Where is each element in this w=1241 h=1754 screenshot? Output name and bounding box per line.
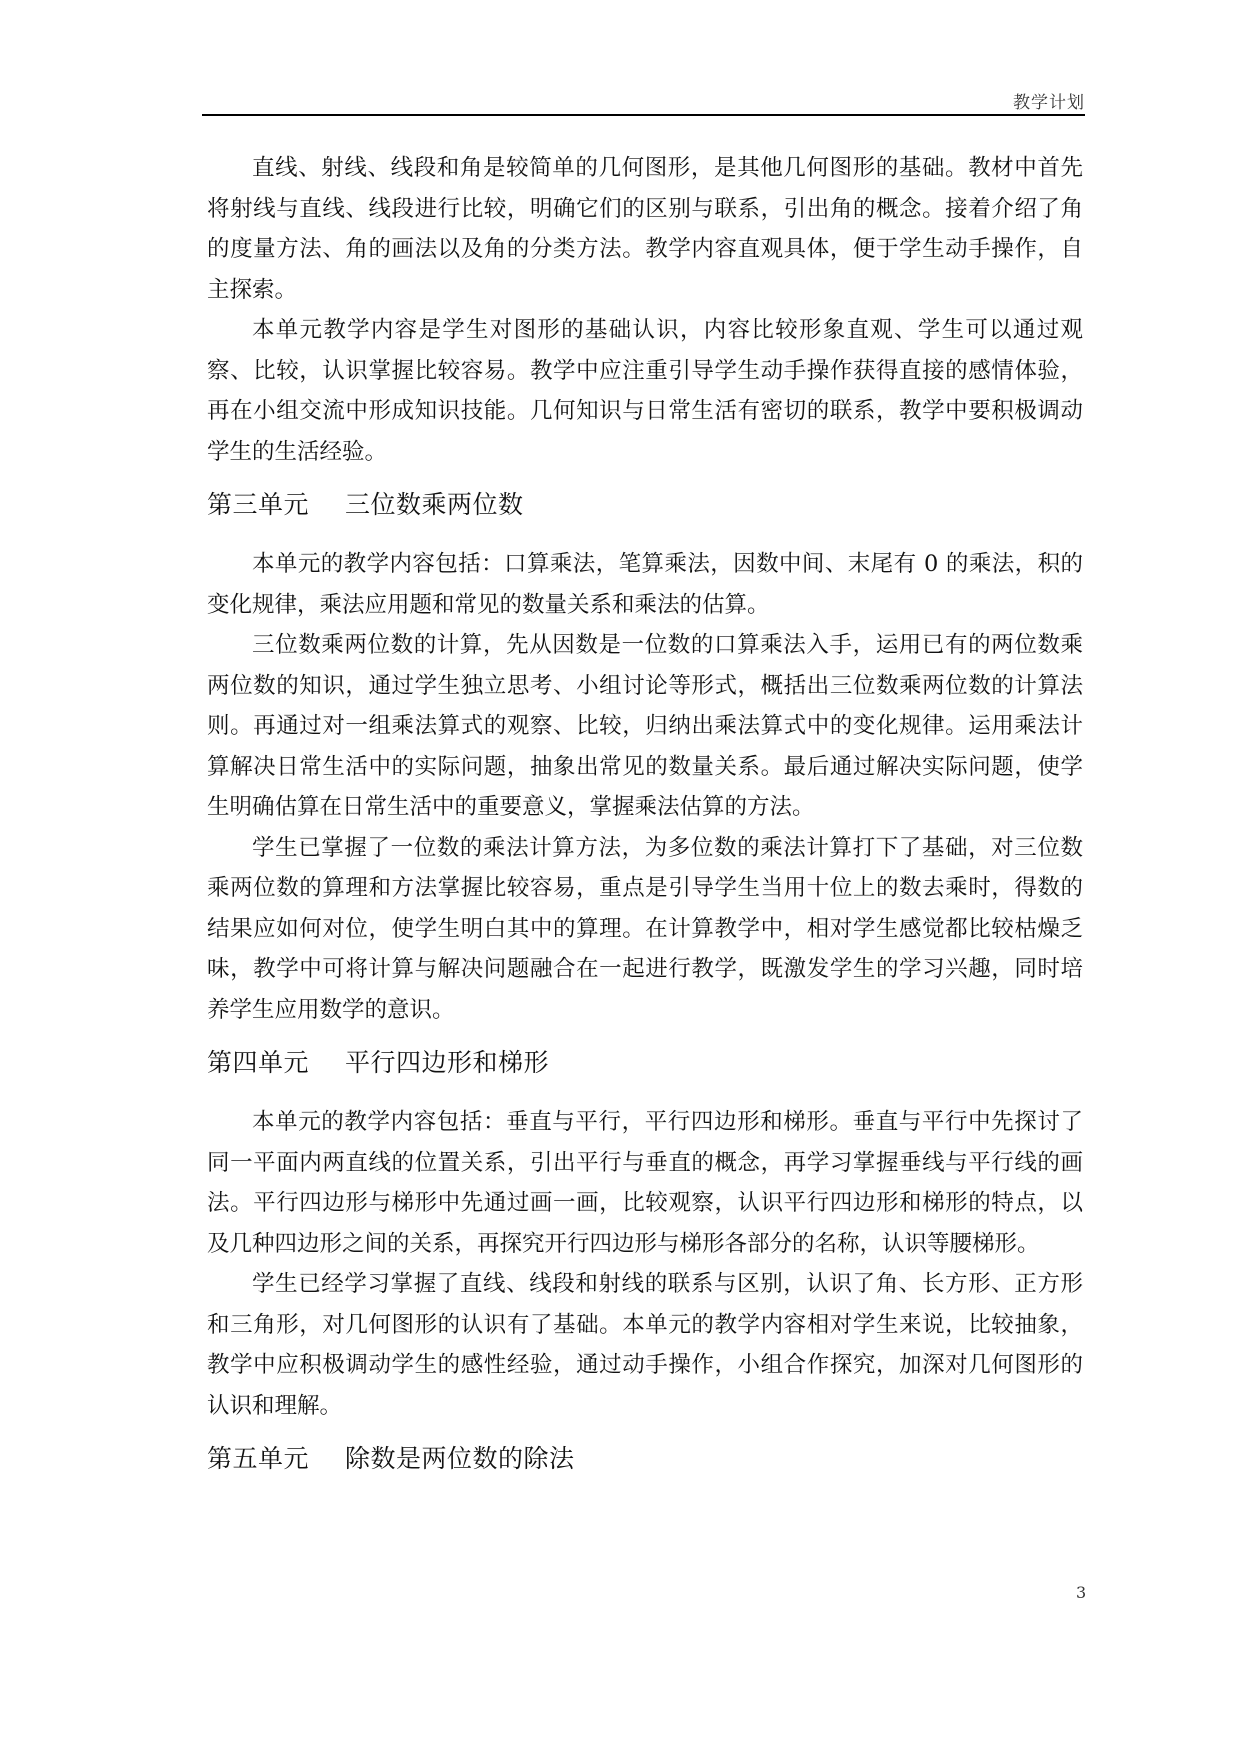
page-number: 3	[1076, 1583, 1087, 1602]
unit4-topic: 平行四边形和梯形	[345, 1048, 550, 1077]
intro-paragraph-1: 直线、射线、线段和角是较简单的几何图形，是其他几何图形的基础。教材中首先将射线与直线、线段进行比较，明确它们的区别与联系，引出角的概念。接着介绍了角的度量方法、角的画法以及角的分类方法。教学内容直观具体，便于学生动手操作，自主探索。	[207, 155, 1083, 303]
page-body	[207, 148, 1083, 1498]
intro-paragraph-2: 本单元教学内容是学生对图形的基础认识，内容比较形象直观、学生可以通过观察、比较，认识掌握比较容易。教学中应注重引导学生动手操作获得直接的感情体验，再在小组交流中形成知识技能。几何知识与日常生活有密切的联系，教学中要积极调动学生的生活经验。	[207, 317, 1083, 465]
unit4-heading	[207, 1042, 1083, 1084]
unit4-name: 第四单元	[207, 1048, 310, 1077]
unit5-heading	[207, 1438, 1083, 1480]
unit4-paragraph-2: 学生已经学习掌握了直线、线段和射线的联系与区别，认识了角、长方形、正方形和三角形，对几何图形的认识有了基础。本单元的教学内容相对学生来说，比较抽象，教学中应积极调动学生的感性经验，通过动手操作，小组合作探究，加深对几何图形的认识和理解。	[207, 1271, 1083, 1419]
unit5-topic: 除数是两位数的除法	[345, 1444, 575, 1473]
unit3-paragraph-2: 三位数乘两位数的计算，先从因数是一位数的口算乘法入手，运用已有的两位数乘两位数的知识，通过学生独立思考、小组讨论等形式，概括出三位数乘两位数的计算法则。再通过对一组乘法算式的观察、比较，归纳出乘法算式中的变化规律。运用乘法计算解决日常生活中的实际问题，抽象出常见的数量关系。最后通过解决实际问题，使学生明确估算在日常生活中的重要意义，掌握乘法估算的方法。	[207, 632, 1083, 820]
unit3-paragraph-1: 本单元的教学内容包括：口算乘法，笔算乘法，因数中间、末尾有 0 的乘法，积的变化规律，乘法应用题和常见的数量关系和乘法的估算。	[207, 551, 1083, 618]
header-rule	[202, 114, 1085, 116]
unit3-paragraph-3: 学生已掌握了一位数的乘法计算方法，为多位数的乘法计算打下了基础，对三位数乘两位数的算理和方法掌握比较容易，重点是引导学生当用十位上的数去乘时，得数的结果应如何对位，使学生明白其中的算理。在计算教学中，相对学生感觉都比较枯燥乏味，教学中可将计算与解决问题融合在一起进行教学，既激发学生的学习兴趣，同时培养学生应用数学的意识。	[207, 834, 1083, 1023]
unit5-name: 第五单元	[207, 1444, 310, 1473]
unit3-topic: 三位数乘两位数	[345, 490, 524, 519]
unit4-paragraph-1: 本单元的教学内容包括：垂直与平行，平行四边形和梯形。垂直与平行中先探讨了同一平面内两直线的位置关系，引出平行与垂直的概念，再学习掌握垂线与平行线的画法。平行四边形与梯形中先通过画一画，比较观察，认识平行四边形和梯形的特点，以及几种四边形之间的关系，再探究开行四边形与梯形各部分的名称，认识等腰梯形。	[207, 1109, 1083, 1257]
page-header	[202, 84, 1085, 114]
unit3-name: 第三单元	[207, 490, 310, 519]
unit3-heading	[207, 484, 1083, 526]
header-title: 教学计划	[1013, 93, 1085, 113]
